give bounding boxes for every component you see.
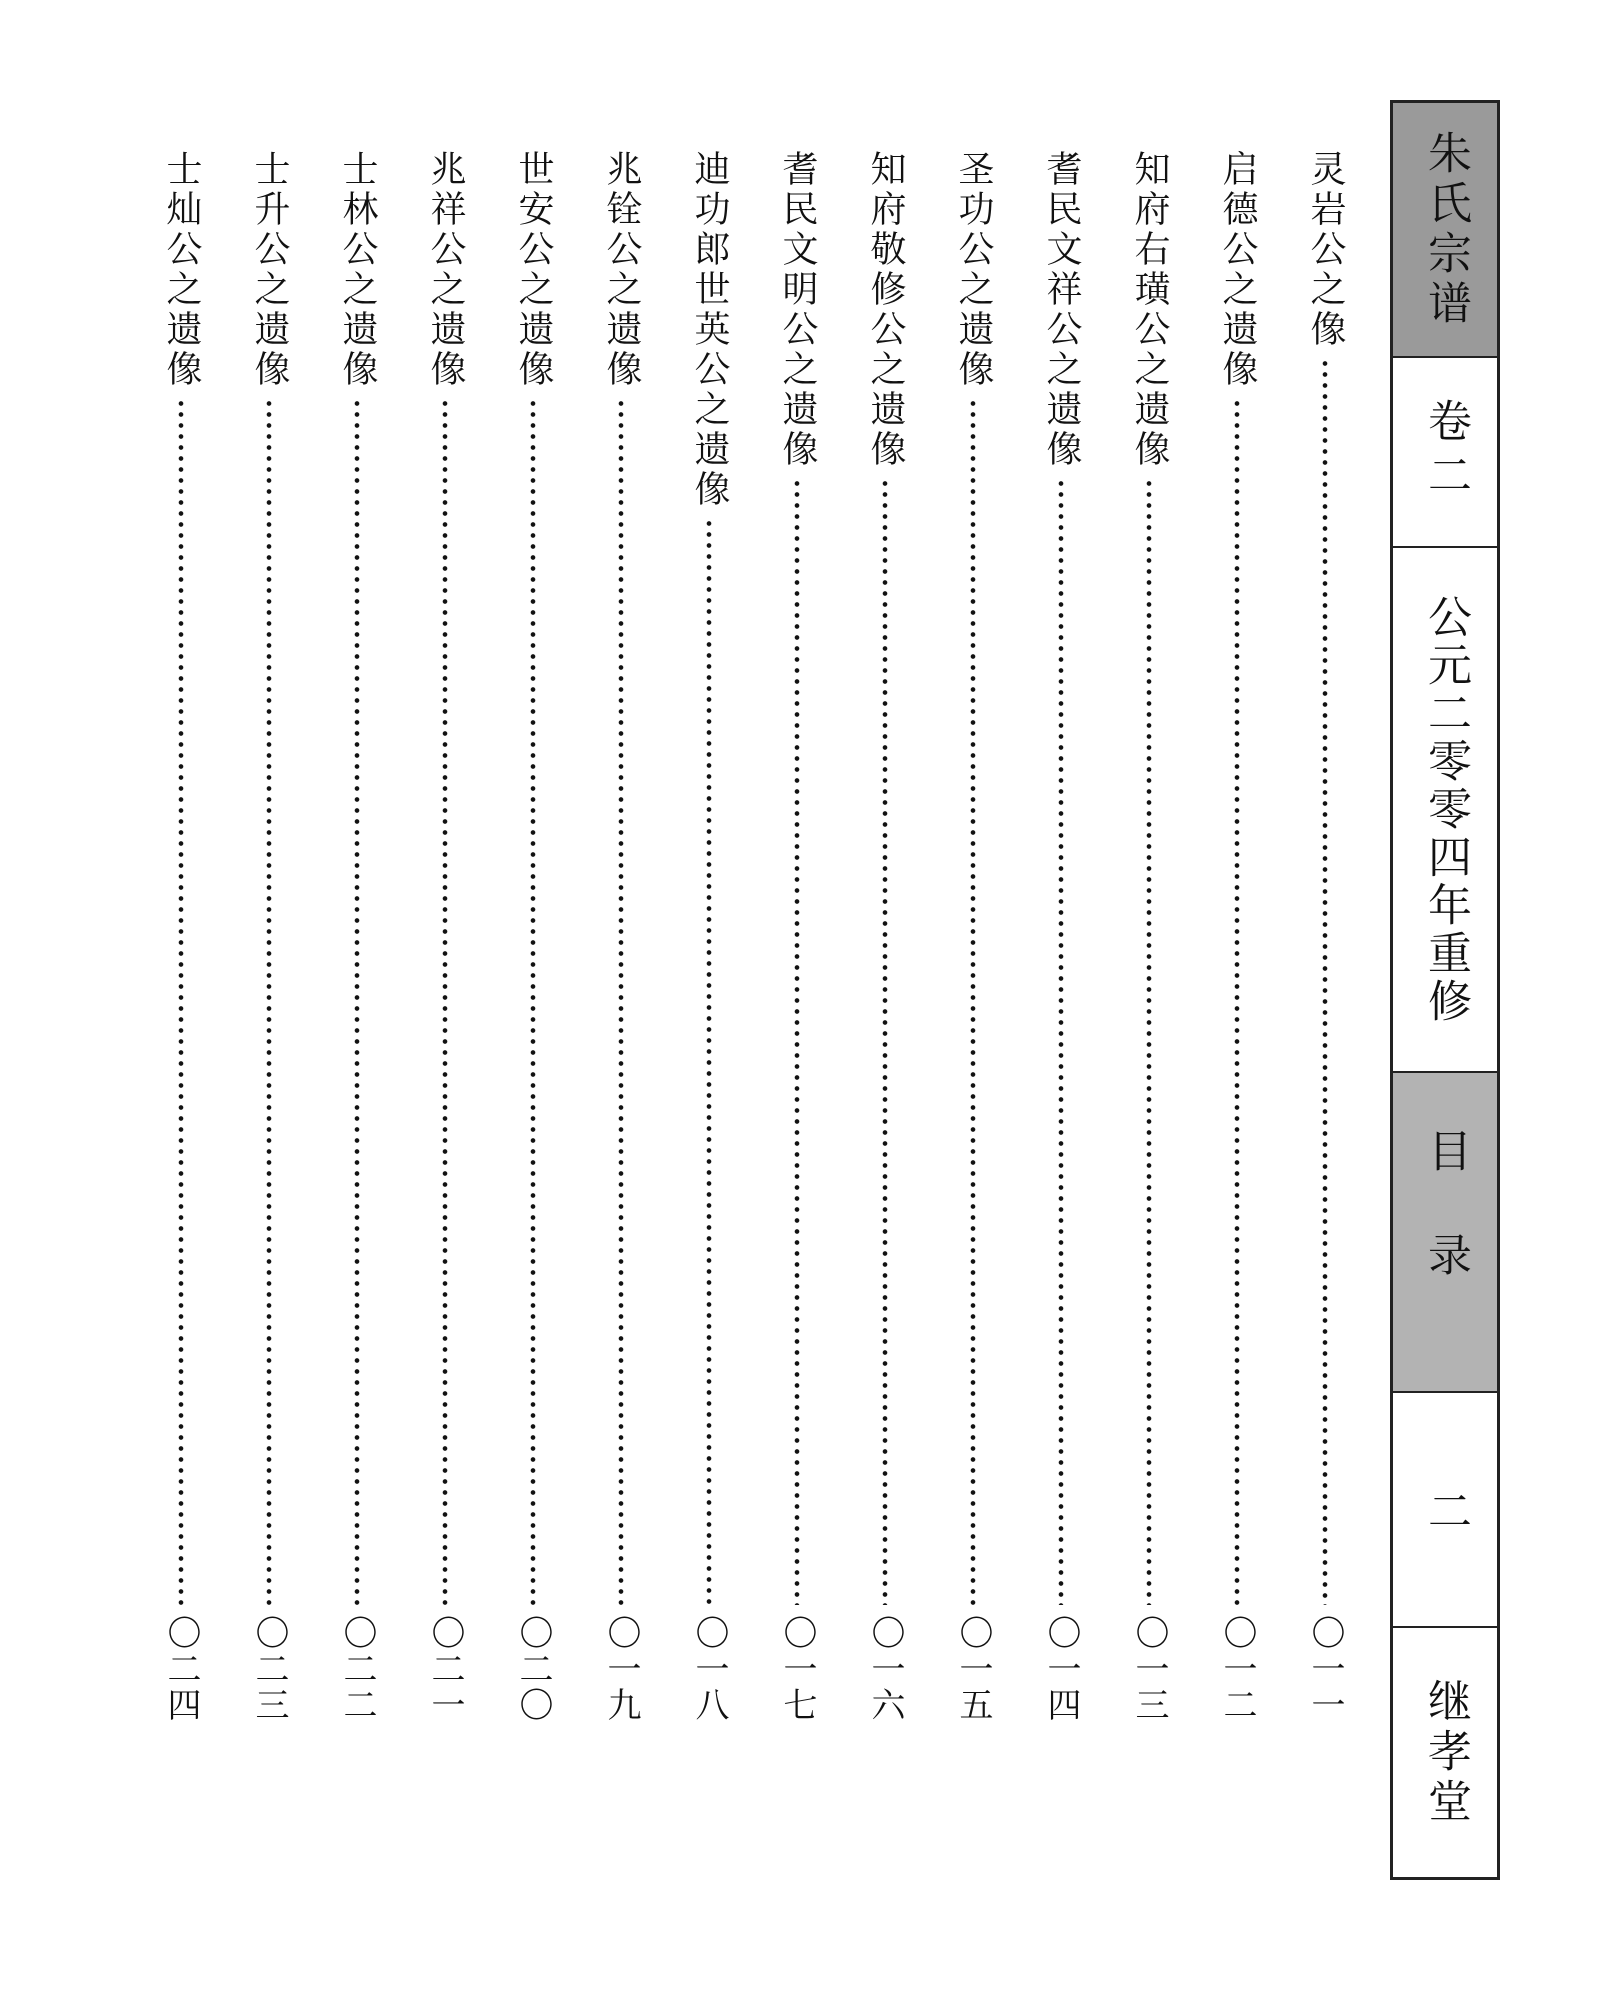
toc-entry[interactable] (337, 150, 377, 1735)
revision-cell (1393, 548, 1497, 1073)
toc-entry[interactable] (425, 150, 465, 1735)
section-title: 目录 (1420, 1128, 1471, 1336)
toc-entry[interactable] (513, 150, 553, 1735)
entry-title: 兆祥公之遗像 (425, 150, 466, 390)
entry-title: 灵岩公之像 (1305, 150, 1346, 350)
dot-leader (706, 518, 712, 1605)
book-title: 朱氏宗谱 (1420, 129, 1471, 330)
toc-entry[interactable] (601, 150, 641, 1735)
entry-page-number: 〇一九 (601, 1615, 641, 1723)
toc-entry[interactable] (953, 150, 993, 1735)
entry-title: 兆铨公之遗像 (601, 150, 642, 390)
entry-page-number: 〇二三 (249, 1615, 289, 1723)
entry-page-number: 〇一八 (689, 1615, 729, 1723)
entry-page-number: 〇一五 (953, 1615, 993, 1723)
entry-page-number: 〇一四 (1041, 1615, 1081, 1723)
entry-title: 士灿公之遗像 (161, 150, 202, 390)
dot-leader (266, 398, 272, 1605)
entry-title: 耆民文祥公之遗像 (1041, 150, 1082, 470)
toc-entry[interactable] (1041, 150, 1081, 1735)
entry-title: 士升公之遗像 (249, 150, 290, 390)
volume-label: 卷二 (1420, 398, 1471, 506)
dot-leader (178, 398, 184, 1605)
volume-cell (1393, 358, 1497, 548)
dot-leader (794, 478, 800, 1605)
entry-page-number: 〇一七 (777, 1615, 817, 1723)
toc-entry[interactable] (865, 150, 905, 1735)
toc-entry[interactable] (249, 150, 289, 1735)
dot-leader (354, 398, 360, 1605)
dot-leader (1146, 478, 1152, 1605)
toc (100, 150, 1346, 1735)
dot-leader (530, 398, 536, 1605)
margin-strip (1390, 100, 1500, 1880)
entry-page-number: 〇二〇 (513, 1615, 553, 1723)
entry-page-number: 〇一一 (1305, 1615, 1345, 1723)
toc-entry[interactable] (777, 150, 817, 1735)
toc-entry[interactable] (1129, 150, 1169, 1735)
toc-entry[interactable] (1217, 150, 1257, 1735)
hall-name-cell (1393, 1628, 1497, 1877)
entry-title: 迪功郎世英公之遗像 (689, 150, 730, 510)
page-number-cell (1393, 1393, 1497, 1628)
toc-entry[interactable] (161, 150, 201, 1735)
entry-page-number: 〇一三 (1129, 1615, 1169, 1723)
book-title-cell (1393, 103, 1497, 358)
toc-entry[interactable] (689, 150, 729, 1735)
dot-leader (1322, 358, 1328, 1605)
entry-title: 世安公之遗像 (513, 150, 554, 390)
dot-leader (442, 398, 448, 1605)
toc-entry[interactable] (1305, 150, 1345, 1735)
dot-leader (1234, 398, 1240, 1605)
dot-leader (970, 398, 976, 1605)
entry-title: 知府右璜公之遗像 (1129, 150, 1170, 470)
entry-title: 耆民文明公之遗像 (777, 150, 818, 470)
entry-title: 启德公之遗像 (1217, 150, 1258, 390)
page-number: 二 (1420, 1487, 1471, 1532)
dot-leader (618, 398, 624, 1605)
entry-title: 圣功公之遗像 (953, 150, 994, 390)
entry-page-number: 〇二二 (337, 1615, 377, 1723)
section-cell (1393, 1073, 1497, 1393)
entry-page-number: 〇二一 (425, 1615, 465, 1723)
dot-leader (1058, 478, 1064, 1605)
revision-note: 公元二零零四年重修 (1420, 593, 1471, 1026)
hall-name: 继孝堂 (1420, 1677, 1471, 1828)
entry-title: 士林公之遗像 (337, 150, 378, 390)
dot-leader (882, 478, 888, 1605)
entry-page-number: 〇二四 (161, 1615, 201, 1723)
entry-page-number: 〇一六 (865, 1615, 905, 1723)
entry-title: 知府敬修公之遗像 (865, 150, 906, 470)
entry-page-number: 〇一二 (1217, 1615, 1257, 1723)
